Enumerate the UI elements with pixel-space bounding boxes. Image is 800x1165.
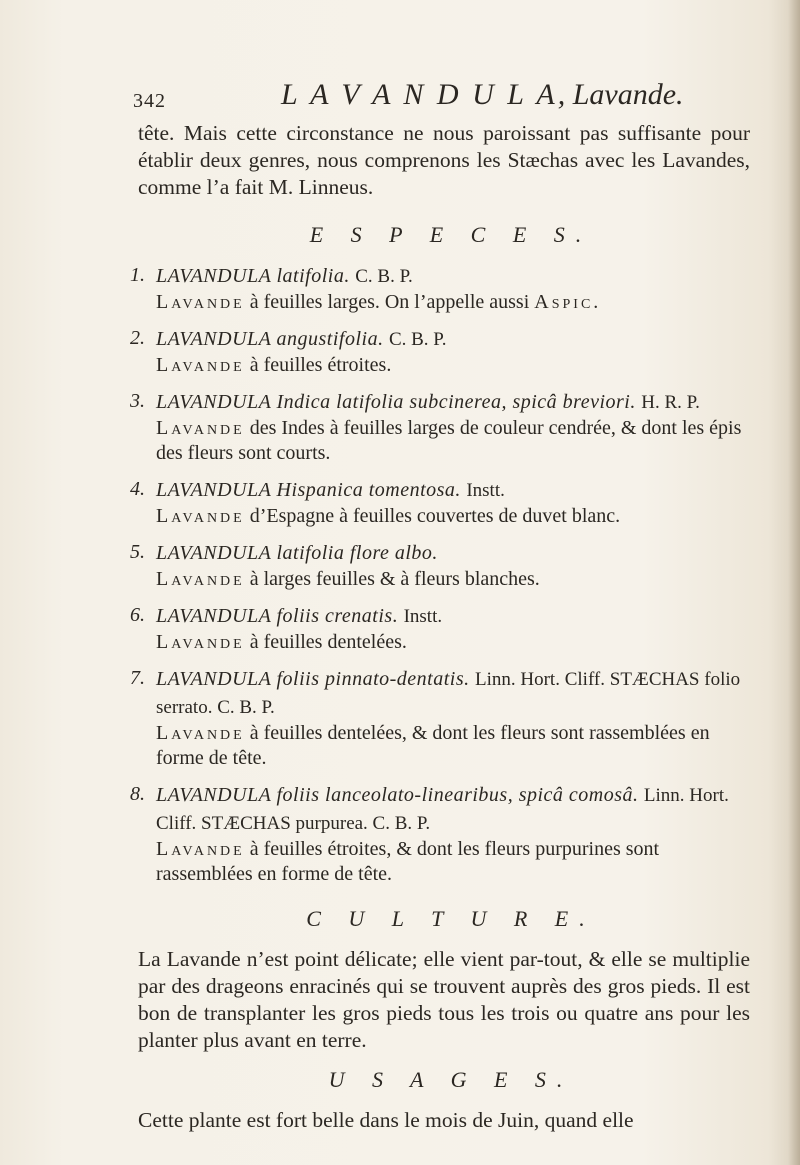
usages-heading: U S A G E S. <box>328 1067 574 1092</box>
species-french-description <box>156 630 750 655</box>
species-french-text: à feuilles larges. On l’appelle aussi <box>244 291 535 313</box>
species-latin-name: LAVANDULA Indica latifolia subcinerea, spicâ breviori. <box>156 391 636 413</box>
usages-paragraph: Cette plante est fort belle dans le mois de Juin, quand elle <box>138 1108 634 1132</box>
running-head-suffix: , Lavande. <box>557 78 684 111</box>
species-latin-name: LAVANDULA Hispanica tomentosa. <box>156 479 461 501</box>
species-entry <box>130 781 750 887</box>
page-number: 342 <box>133 90 166 112</box>
species-entry <box>130 665 750 771</box>
species-french-description <box>156 290 750 315</box>
species-number: 7. <box>130 667 145 689</box>
species-authority: C. B. P. <box>355 266 413 287</box>
species-french-name: Lavande <box>156 354 245 376</box>
species-french-text: à larges feuilles & à fleurs blanches. <box>244 568 540 590</box>
species-french-description <box>156 721 750 771</box>
species-entry <box>130 539 750 592</box>
species-entry <box>130 476 750 529</box>
page-body <box>130 120 750 1134</box>
species-authority: Instt. <box>466 480 505 501</box>
species-alt-name: Aspic. <box>534 291 602 313</box>
species-number: 6. <box>130 604 145 626</box>
species-latin-name: LAVANDULA angustifolia. <box>156 328 384 350</box>
species-french-description <box>156 837 750 887</box>
running-head <box>281 78 684 112</box>
species-entry <box>130 325 750 378</box>
species-authority: C. B. P. <box>388 329 447 350</box>
species-french-text: à feuilles dentelées. <box>244 631 407 653</box>
species-latin-name: LAVANDULA foliis pinnato-dentatis. <box>156 668 470 690</box>
intro-paragraph: tête. Mais cette circonstance ne nous paroissant pas suffisante pour établir deux genres, nous comprenons les Stæchas avec les Lavandes, comme l’a fait M. Linneus. <box>138 121 750 199</box>
page-header <box>133 78 684 118</box>
species-latin-name: LAVANDULA foliis lanceolato-linearibus, spicâ comosâ. <box>156 784 639 806</box>
species-french-name: Lavande <box>156 291 245 313</box>
species-french-description <box>156 353 750 378</box>
species-entry <box>130 262 750 315</box>
species-french-text: des Indes à feuilles larges de couleur cendrée, & dont les épis des fleurs sont courts. <box>156 417 742 464</box>
species-french-text: à feuilles dentelées, & dont les fleurs sont rassemblées en forme de tête. <box>156 722 710 769</box>
culture-heading: C U L T U R E. <box>306 906 596 931</box>
species-number: 2. <box>130 327 145 349</box>
species-french-text: à feuilles étroites. <box>244 354 392 376</box>
species-latin-name: LAVANDULA latifolia. <box>156 265 350 287</box>
species-authority: H. R. P. <box>641 392 700 413</box>
species-french-name: Lavande <box>156 505 245 527</box>
species-entry <box>130 602 750 655</box>
species-french-description <box>156 504 750 529</box>
species-french-text: d’Espagne à feuilles couvertes de duvet blanc. <box>244 505 621 527</box>
species-number: 1. <box>130 264 145 286</box>
culture-paragraph: La Lavande n’est point délicate; elle vient par-tout, & elle se multiplie par des drageons enracinés qui se trouvent auprès des gros pieds. Il est bon de transplanter les gros pieds tous les trois ou quatre ans pour les planter plus avant en terre. <box>138 947 750 1052</box>
species-number: 3. <box>130 390 145 412</box>
species-number: 8. <box>130 783 145 805</box>
species-french-name: Lavande <box>156 568 245 590</box>
species-entry <box>130 388 750 466</box>
species-french-name: Lavande <box>156 417 245 439</box>
species-french-text: à feuilles étroites, & dont les fleurs purpurines sont rassemblées en forme de tête. <box>156 838 660 885</box>
species-authority: Linn. Hort. Cliff. STÆCHAS purpurea. C. B. P. <box>156 785 729 834</box>
species-authority: Linn. Hort. Cliff. STÆCHAS folio serrato. C. B. P. <box>156 669 741 718</box>
species-latin-name: LAVANDULA latifolia flore albo. <box>156 542 438 564</box>
species-french-name: Lavande <box>156 838 245 860</box>
species-latin-name: LAVANDULA foliis crenatis. <box>156 605 399 627</box>
running-head-title: L A V A N D U L A <box>281 78 558 111</box>
species-list <box>130 262 750 887</box>
species-french-name: Lavande <box>156 631 245 653</box>
species-french-description <box>156 567 750 592</box>
species-french-description <box>156 416 750 466</box>
page-edge-shadow <box>788 0 800 1165</box>
species-number: 5. <box>130 541 145 563</box>
species-french-name: Lavande <box>156 722 245 744</box>
species-number: 4. <box>130 478 145 500</box>
species-authority: Instt. <box>403 606 443 627</box>
species-heading: E S P E C E S. <box>309 222 593 247</box>
